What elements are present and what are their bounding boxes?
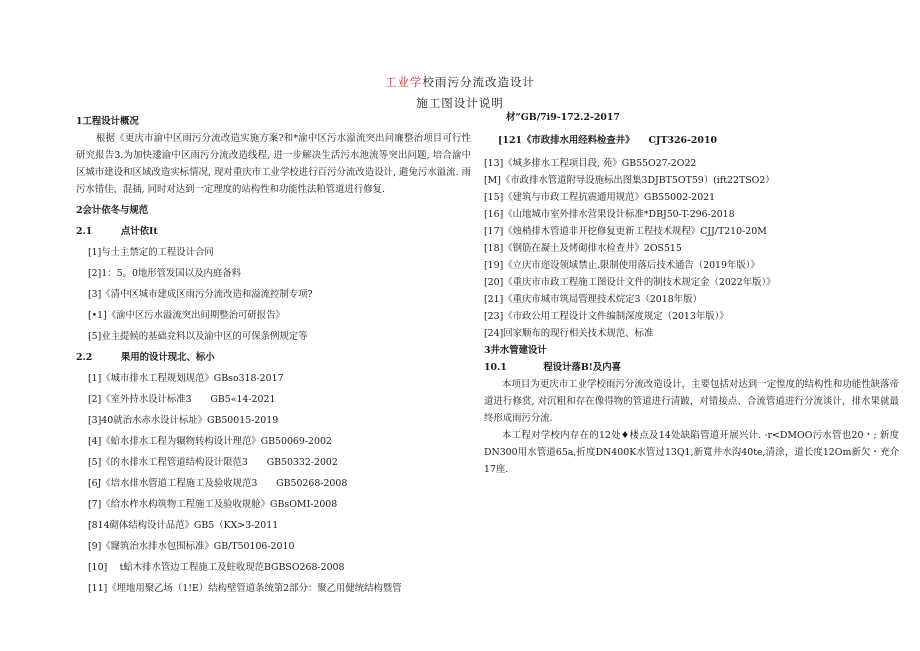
standard-item: [24]回家顺布的现行相关技术规范、标准 [484,328,654,339]
standard-item: [16]《山地城市室外排水营果设计标准*DBJ50-T-296-2018 [484,209,735,220]
section-2-1-heading [76,223,471,240]
standard-item: [10] t蛤木排水管边工程施工及蛀收现范BGBSO268-2008 [88,562,345,573]
standard-item: [7]《给水柞水构筑物工程施工及验收规舱》GBsOMI-2008 [88,499,338,510]
standard-item: [1]《城市排水工程规划规范》GBso318-2017 [88,373,284,384]
title-project-part: 校雨污分流改造设计 [422,75,535,89]
section-2-2-number: 2.2 [76,352,93,363]
section-2-2-heading [76,349,471,366]
document-title [0,74,920,90]
section-3-heading: 3井水管建设计 [484,345,547,356]
standard-item: [6J《培水排水管道工程施工及验收规范3 GB50268-2008 [88,478,348,489]
standard-item: [3]40就治水赤水设计标址》GB50015-2019 [88,415,279,426]
basis-item: [2]1：5。0地形管发国以及内庭备料 [88,268,242,279]
left-column [76,113,471,597]
standard-item: [5]《的水排水工程管道结构设计限范3 GB50332-2002 [88,457,338,468]
section-3-paragraph-1: 本项目为更庆市工业学校雨污分流改造设计，主要包括对达到一定惶度的结构性和功能性缺落帝道进行修赏, 对沉粗和存在像得物的管道进行清跛，对错接点、合流管道进行分流谈计，排水果就最终形成雨污分流. [484,379,899,424]
document-subtitle: 施工图设计说明 [416,96,504,110]
standard-item: [11]《埋地用聚乙场（1!E）结构壁管道条统第2部分：聚乙用健统结构暨管 [88,583,402,594]
standard-item: [20]《重庆市市政工程施工图设计文件的制技术规定金（2022年版）》 [484,277,776,288]
basis-item: [5]业主提候的基础竞料以及渝中区的可保条例规定等 [88,331,308,342]
section-1-paragraph: 根据《更庆市渝中区雨污分流改造实施方案?和*渝中区污水溢流突出问廉整治项目可行性研究报告3.为加快逶渝中区雨污分流改造线程, 进一步解决生活污水池流等突出问题, 培合渝中区城市建设和区域改造实标情况, 现对重庆市工业学校进行百污分流改造设计, 避兔污水溢流. 雨污水错佳、混插, 同时对达到一定理度的站构性和功能性法粕管道进行修复. [76,133,471,195]
standard-item: [13]《城多排水工程项目段, 苑》GB55O27-2O22 [484,158,697,169]
standard-item: [9]《窿筑治水排水包围标准》GB/T50106-2010 [88,541,295,552]
section-3-paragraph-2: 本工程对学校内存在的12处♦楼点及14处缺陷管道开展兴计. ·r<DMOO污水管也20・; 新度DN300用水管道65a,折度DN400K水管过13Q1,新寬井水沟40te,清涂，道长度12Om新欠・充介17座. [484,430,899,475]
section-2-heading: 2会计依冬与规范 [76,205,149,216]
section-3-1-heading [484,359,899,376]
section-2-1-title: 点计依It [120,226,158,237]
standard-continuation: 材”GB/7i9-172.2-2017 [506,112,620,123]
standard-item: [4]《蛤水排水工程为辗物转构设计理范》GB50069-2002 [88,436,332,447]
standard-item: [121《市政排水用经料检查井》 CJT326-2010 [498,135,717,146]
standard-item: [17]《烛梢排木管道非开挖修复更新工程技术规程》CJJ/T210-20M [484,226,767,237]
standard-item: [18]《钢筋在凝土及烤砌排水检查井》2OS515 [484,243,682,254]
section-2-2-title: 果用的设计现北、标小 [120,352,215,363]
section-3-1-title: 程设计落B!及内喜 [543,362,622,373]
standard-item: [15]《建筑与市政工程抗震通用规范》GB55002-2021 [484,192,716,203]
section-2-1-number: 2.1 [76,226,93,237]
basis-item: [1]与土主禁定的工程设计合同 [88,247,214,258]
standard-item: [2]《室外持水设计标准3 GB5«14-2021 [88,394,276,405]
standard-item: [814砌体结构设计品范》GB5（KX>3-2011 [88,520,279,531]
basis-item: [3]《清中区城市建成区雨污分流改造和溢流控制专项? [88,289,313,300]
right-column [484,109,899,478]
title-school-part: 工业学 [385,75,423,89]
section-3-1-number: 10.1 [484,362,507,373]
standard-item: [19]《立庆市迩设领域禁止.限制使用落后技术通告（2019年版）》 [484,260,760,271]
basis-item: [•1]《渝中区污水溢流突出间期整治可研报告》 [88,310,285,321]
standard-item: [M]《市政排水管道附导设施标出图集3DJBT5OT59）(ift22TSO2） [484,175,775,186]
section-1-heading: 1工程设计概况 [76,116,139,127]
standard-item: [23]《市政公用工程设计文件编制深度规定（2013年版）》 [484,311,729,322]
standard-item: [21]《重庆市城市筑局管理技术烷定3（2018年版） [484,294,702,305]
